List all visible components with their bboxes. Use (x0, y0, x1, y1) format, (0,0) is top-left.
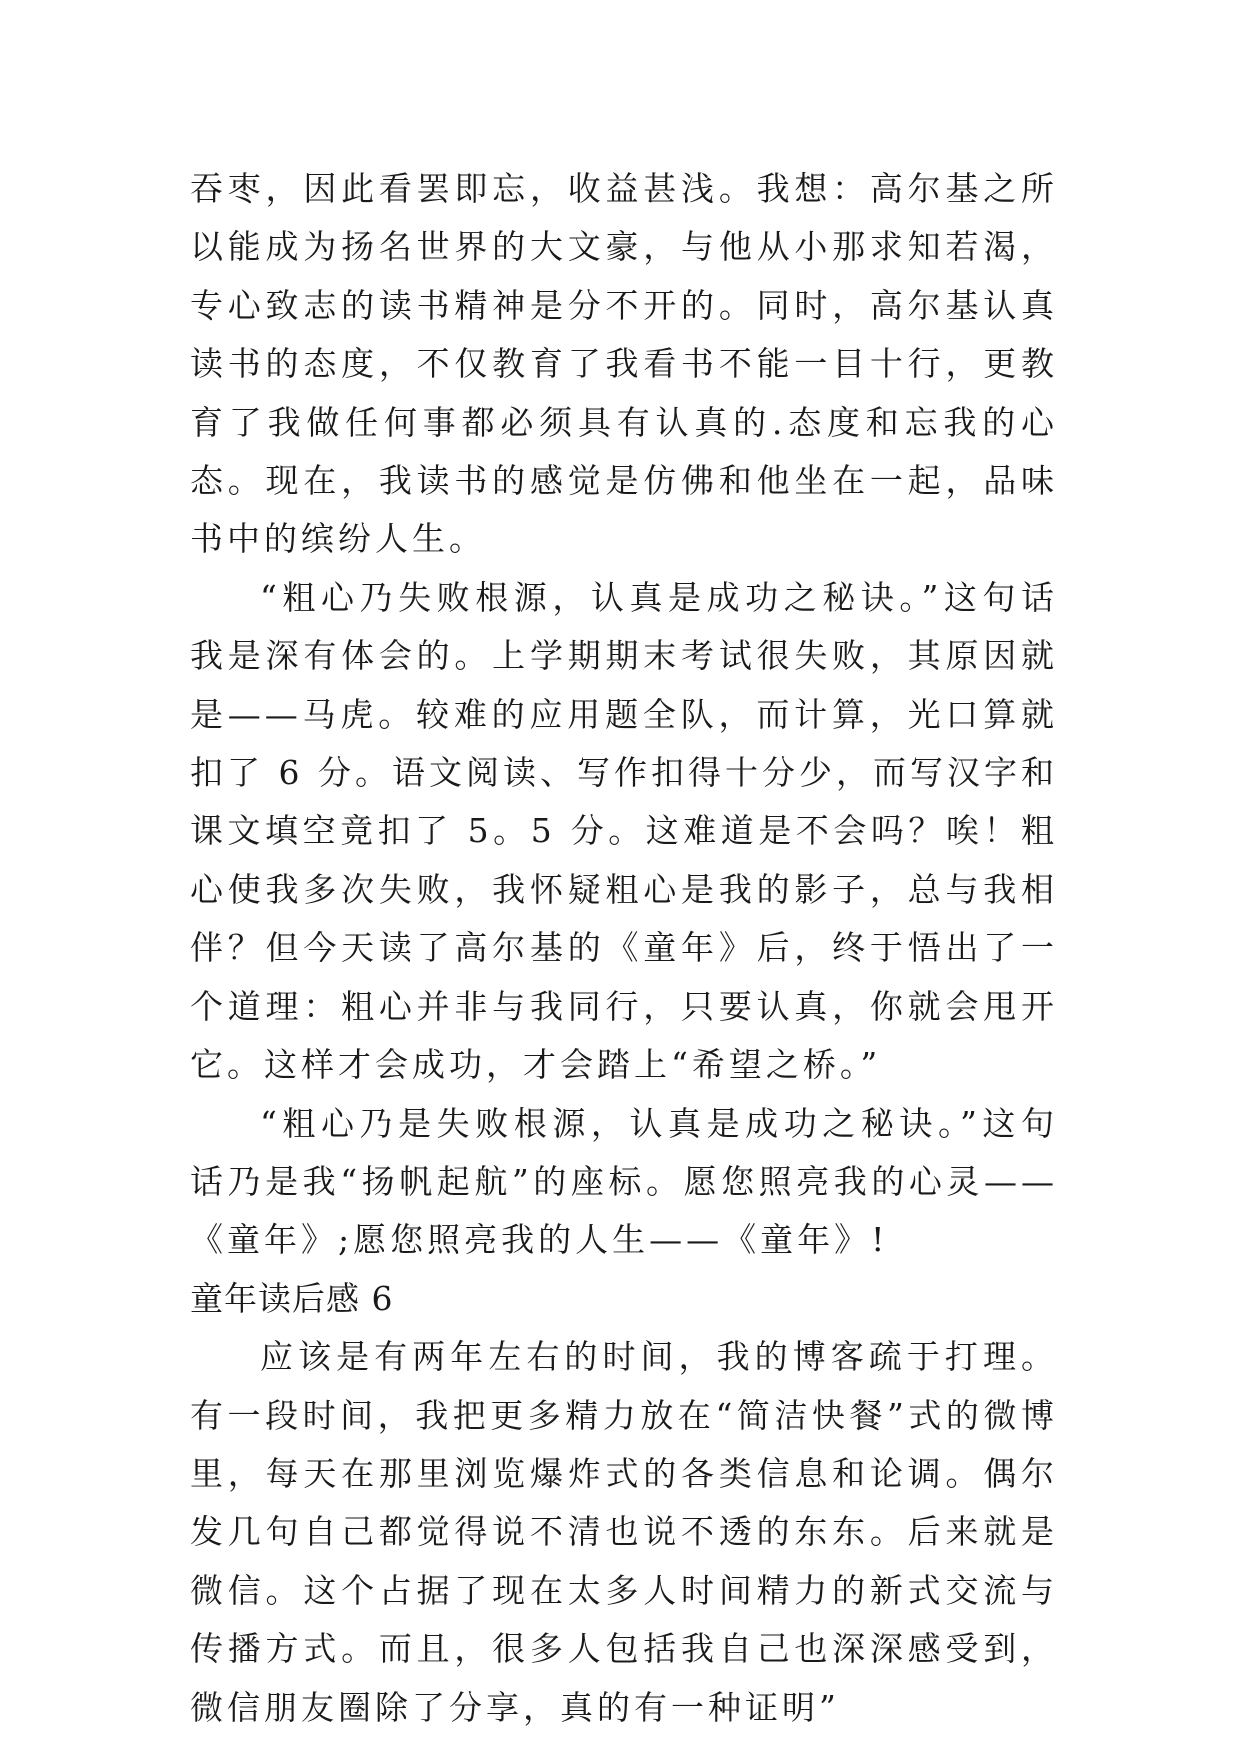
paragraph-3: “粗心乃是失败根源，认真是成功之秘诀。”这句话乃是我“扬帆起航”的座标。愿您照亮我的心灵——《童年》;愿您照亮我的人生——《童年》! (190, 1103, 1058, 1260)
section-heading: 童年读后感 6 (190, 1278, 394, 1318)
paragraph-2: “粗心乃失败根源，认真是成功之秘诀。”这句话我是深有体会的。上学期期末考试很失败，其原因就是——马虎。较难的应用题全队，而计算，光口算就扣了 6 分。语文阅读、写作扣得十分少，而写汉字和课文填空竟扣了 5。5 分。这难道是不会吗？唉！粗心使我多次失败，我怀疑粗心是我的影子，总与我相伴？但今天读了高尔基的《童年》后，终于悟出了一个道理：粗心并非与我同行，只要认真，你就会甩开它。这样才会成功，才会踏上“希望之桥。” (190, 577, 1058, 1085)
paragraph-4: 应该是有两年左右的时间，我的博客疏于打理。有一段时间，我把更多精力放在“简洁快餐”式的微博里，每天在那里浏览爆炸式的各类信息和论调。偶尔发几句自己都觉得说不清也说不透的东东。后来就是微信。这个占据了现在太多人时间精力的新式交流与传播方式。而且，很多人包括我自己也深深感受到，微信朋友圈除了分享，真的有一种证明” (190, 1337, 1058, 1727)
document-body (190, 160, 1058, 1737)
paragraph-1: 吞枣，因此看罢即忘，收益甚浅。我想：高尔基之所以能成为扬名世界的大文豪，与他从小那求知若渴，专心致志的读书精神是分不开的。同时，高尔基认真读书的态度，不仅教育了我看书不能一目十行，更教育了我做任何事都必须具有认真的.态度和忘我的心态。现在，我读书的感觉是仿佛和他坐在一起，品味书中的缤纷人生。 (190, 169, 1058, 559)
